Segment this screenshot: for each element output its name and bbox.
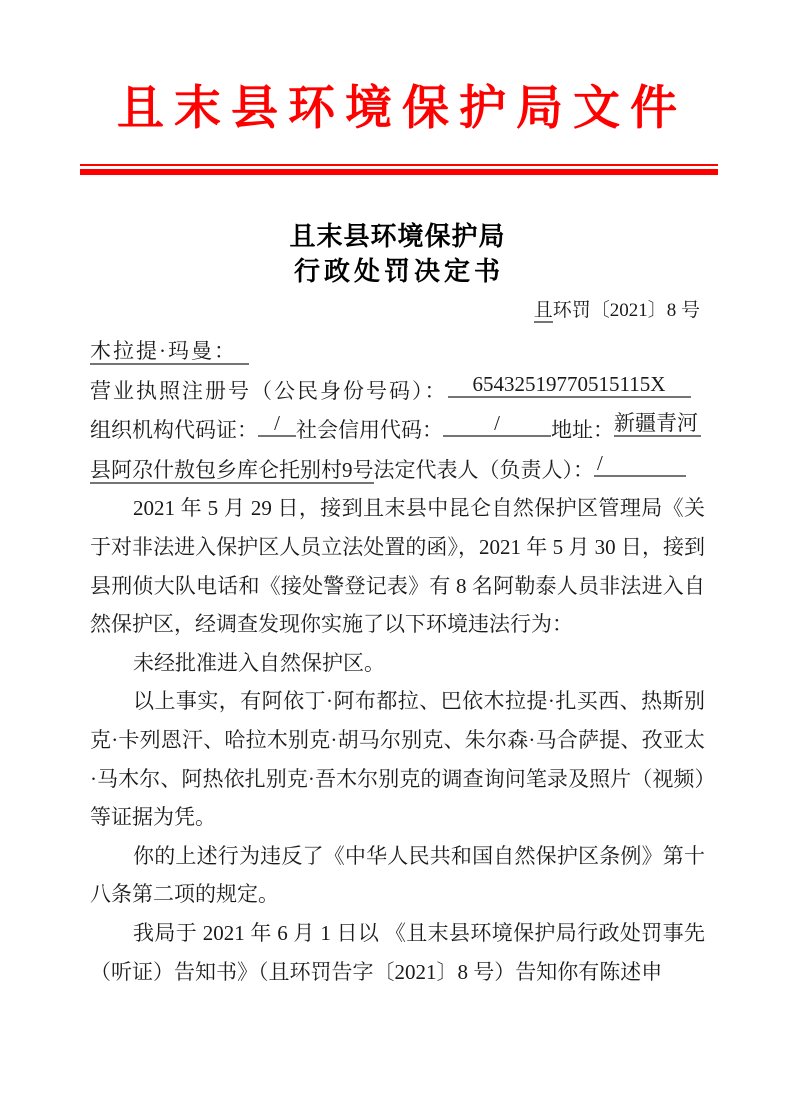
address-value-part2: 县阿尕什敖包乡库仑托别村9号 (90, 457, 374, 482)
paragraph-notification: 我局于 2021 年 6 月 1 日以 《且末县环境保护局行政处罚事先（听证）告知书》（且环罚告字〔2021〕8 号）告知你有陈述申 (90, 920, 705, 984)
document-number (0, 298, 794, 323)
document-body (90, 332, 705, 991)
paragraph-violation: 未经批准进入自然保护区。 (133, 650, 385, 675)
letterhead-title: 且末县环境保护局文件 (117, 83, 687, 135)
recipient-name: 木拉提·玛曼： (90, 339, 249, 365)
org-code-label: 组织机构代码证： (90, 418, 258, 443)
letterhead-divider (80, 164, 718, 175)
legal-rep-value: / (594, 450, 686, 477)
document-title (0, 219, 794, 289)
license-number-line (90, 371, 705, 411)
credit-code-label: 社会信用代码： (296, 418, 443, 443)
paragraph-evidence: 以上事实，有阿依丁·阿布都拉、巴依木拉提·扎买西、热斯别克·卡列恩汗、哈拉木别克·胡马尔别克、朱尔森·马合萨提、孜亚太·马木尔、阿热依扎别克·吾木尔别克的调查询问笔录及照片（视频）等证据为凭。 (90, 689, 705, 830)
document-number-text: 环罚〔2021〕8 号 (552, 300, 700, 321)
address-value-part1: 新疆青河 (614, 410, 701, 437)
divider-thick-line (80, 169, 718, 175)
recipient-name-line (90, 332, 705, 371)
address-label: 地址： (551, 418, 614, 443)
paragraph-legal-basis: 你的上述行为违反了《中华人民共和国自然保护区条例》第十八条第二项的规定。 (90, 843, 705, 907)
legal-rep-label: 法定代表人（负责人）： (373, 457, 594, 482)
document-number-underlined-char: 且 (533, 300, 553, 321)
credit-code-value: / (443, 410, 551, 437)
paragraph-facts-intro: 2021 年 5 月 29 日，接到且末县中昆仑自然保护区管理局《关于对非法进入保护区人员立法处置的函》，2021 年 5 月 30 日，接到县刑侦大队电话和《接处警登记表》有 8 名阿勒泰人员非法进入自然保护区，经调查发现你实施了以下环境违法行为： (90, 496, 705, 637)
license-label: 营业执照注册号（公民身份号码）： (90, 378, 448, 403)
document-title-line1: 且末县环境保护局 (289, 222, 506, 251)
document-title-line2: 行政处罚决定书 (293, 257, 504, 286)
license-value: 65432519770515115X (448, 371, 691, 398)
address-legalrep-line (90, 450, 705, 490)
org-code-value: / (258, 410, 296, 437)
codes-address-line (90, 410, 705, 450)
